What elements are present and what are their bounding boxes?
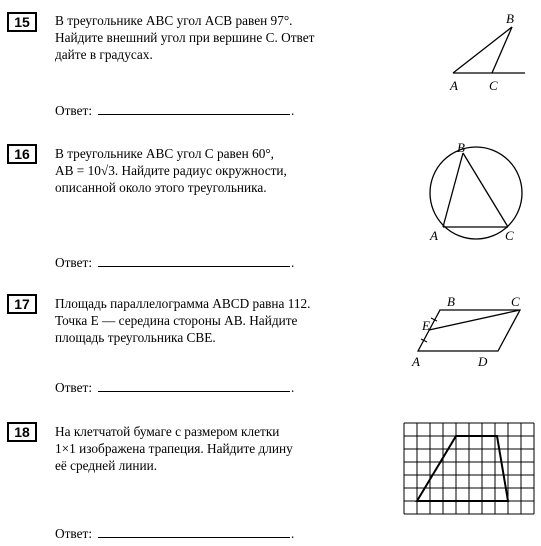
vertex-label-a: A bbox=[412, 354, 420, 369]
answer-label: Ответ: bbox=[55, 380, 93, 395]
task-number: 17 bbox=[7, 294, 37, 314]
vertex-label-a: A bbox=[430, 228, 438, 243]
task-line: На клетчатой бумаге с размером клетки bbox=[55, 424, 280, 439]
answer-label: Ответ: bbox=[55, 526, 93, 541]
answer-end: . bbox=[291, 380, 295, 395]
vertex-label-d: D bbox=[478, 354, 488, 369]
task-line: AB = 10√3. Найдите радиус окружности, bbox=[55, 163, 287, 178]
task-line: 1×1 изображена трапеция. Найдите длину bbox=[55, 441, 293, 456]
answer-end: . bbox=[291, 526, 295, 541]
task-number: 18 bbox=[7, 422, 37, 442]
vertex-label-b: B bbox=[457, 140, 465, 155]
task-line: дайте в градусах. bbox=[55, 47, 153, 62]
vertex-label-c: C bbox=[505, 228, 514, 243]
vertex-label-a: A bbox=[450, 78, 458, 93]
answer-label: Ответ: bbox=[55, 103, 93, 118]
vertex-label-c: C bbox=[511, 294, 520, 309]
vertex-label-b: B bbox=[447, 294, 455, 309]
answer-label: Ответ: bbox=[55, 255, 93, 270]
vertex-label-c: C bbox=[489, 78, 498, 93]
point-label-e: E bbox=[422, 318, 430, 333]
task-line: В треугольнике ABC угол ACB равен 97°. bbox=[55, 13, 293, 28]
task-number: 16 bbox=[7, 144, 37, 164]
task-line: Найдите внешний угол при вершине C. Ответ bbox=[55, 30, 315, 45]
answer-end: . bbox=[291, 255, 295, 270]
task-line: Точка E — середина стороны AB. Найдите bbox=[55, 313, 298, 328]
answer-end: . bbox=[291, 103, 295, 118]
task-line: площадь треугольника CBE. bbox=[55, 330, 216, 345]
task-number: 15 bbox=[7, 12, 37, 32]
task-line: В треугольнике ABC угол C равен 60°, bbox=[55, 146, 275, 161]
vertex-label-b: B bbox=[506, 11, 514, 26]
task-line: её средней линии. bbox=[55, 458, 158, 473]
task-line: описанной около этого треугольника. bbox=[55, 180, 267, 195]
task-line: Площадь параллелограмма ABCD равна 112. bbox=[55, 296, 311, 311]
